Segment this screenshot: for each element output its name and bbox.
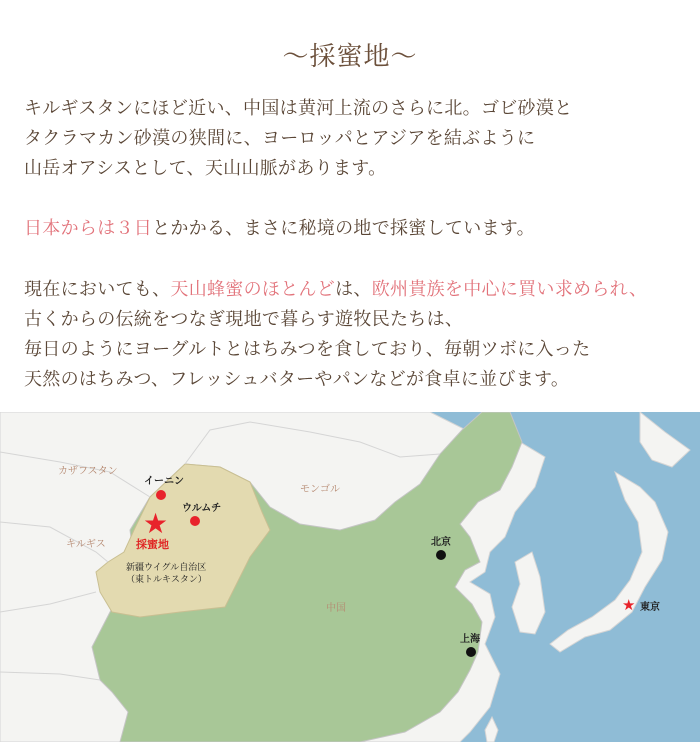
intro-line-1: キルギスタンにほど近い、中国は黄河上流のさらに北。ゴビ砂漠と	[24, 98, 573, 119]
label-mongolia: モンゴル	[300, 484, 340, 495]
label-shanghai: 上海	[460, 634, 480, 645]
label-kyrgyzstan: キルギス	[66, 539, 106, 550]
culture-paragraph	[24, 275, 694, 395]
label-tokyo: 東京	[640, 602, 660, 613]
honey-site-star-icon: ★	[143, 507, 169, 540]
label-region-line-1: 新疆ウイグル自治区	[126, 563, 207, 573]
label-region-line-2: （東トルキスタン）	[126, 575, 207, 585]
culture-line-4: 天然のはちみつ、フレッシュバターやパンなどが食卓に並びます。	[24, 369, 570, 390]
tokyo-star-icon: ★	[622, 596, 636, 614]
culture-highlight-1: 天山蜂蜜のほとんど	[170, 279, 336, 300]
culture-line-1-b: は、	[335, 279, 372, 300]
travel-paragraph	[24, 214, 694, 244]
marker-beijing	[436, 550, 446, 560]
culture-line-3: 毎日のようにヨーグルトとはちみつを食しており、毎朝ツボに入った	[24, 339, 591, 360]
map-graphic	[0, 412, 700, 742]
marker-urumqi	[190, 516, 200, 526]
label-urumqi: ウルムチ	[182, 503, 222, 514]
travel-highlight: 日本からは３日	[24, 218, 153, 239]
culture-line-2: 古くからの伝統をつなぎ現地で暮らす遊牧民たちは、	[24, 309, 464, 330]
intro-line-2: タクラマカン砂漠の狭間に、ヨーロッパとアジアを結ぶように	[24, 128, 536, 149]
travel-text: とかかる、まさに秘境の地で採蜜しています。	[152, 218, 535, 239]
marker-yining	[156, 490, 166, 500]
label-honey-site: 採蜜地	[136, 538, 169, 551]
culture-line-1	[24, 275, 694, 305]
label-yining: イーニン	[144, 476, 184, 487]
culture-line-1-a: 現在においても、	[24, 279, 171, 300]
intro-paragraph	[24, 94, 694, 184]
map	[0, 412, 700, 742]
label-kazakhstan: カザフスタン	[58, 466, 118, 477]
label-china: 中国	[326, 603, 346, 614]
label-beijing: 北京	[431, 537, 451, 548]
marker-shanghai	[466, 647, 476, 657]
intro-line-3: 山岳オアシスとして、天山山脈があります。	[24, 158, 387, 179]
culture-highlight-2: 欧州貴族を中心に買い求められ、	[371, 279, 648, 300]
page-title: ～採蜜地～	[282, 42, 418, 72]
